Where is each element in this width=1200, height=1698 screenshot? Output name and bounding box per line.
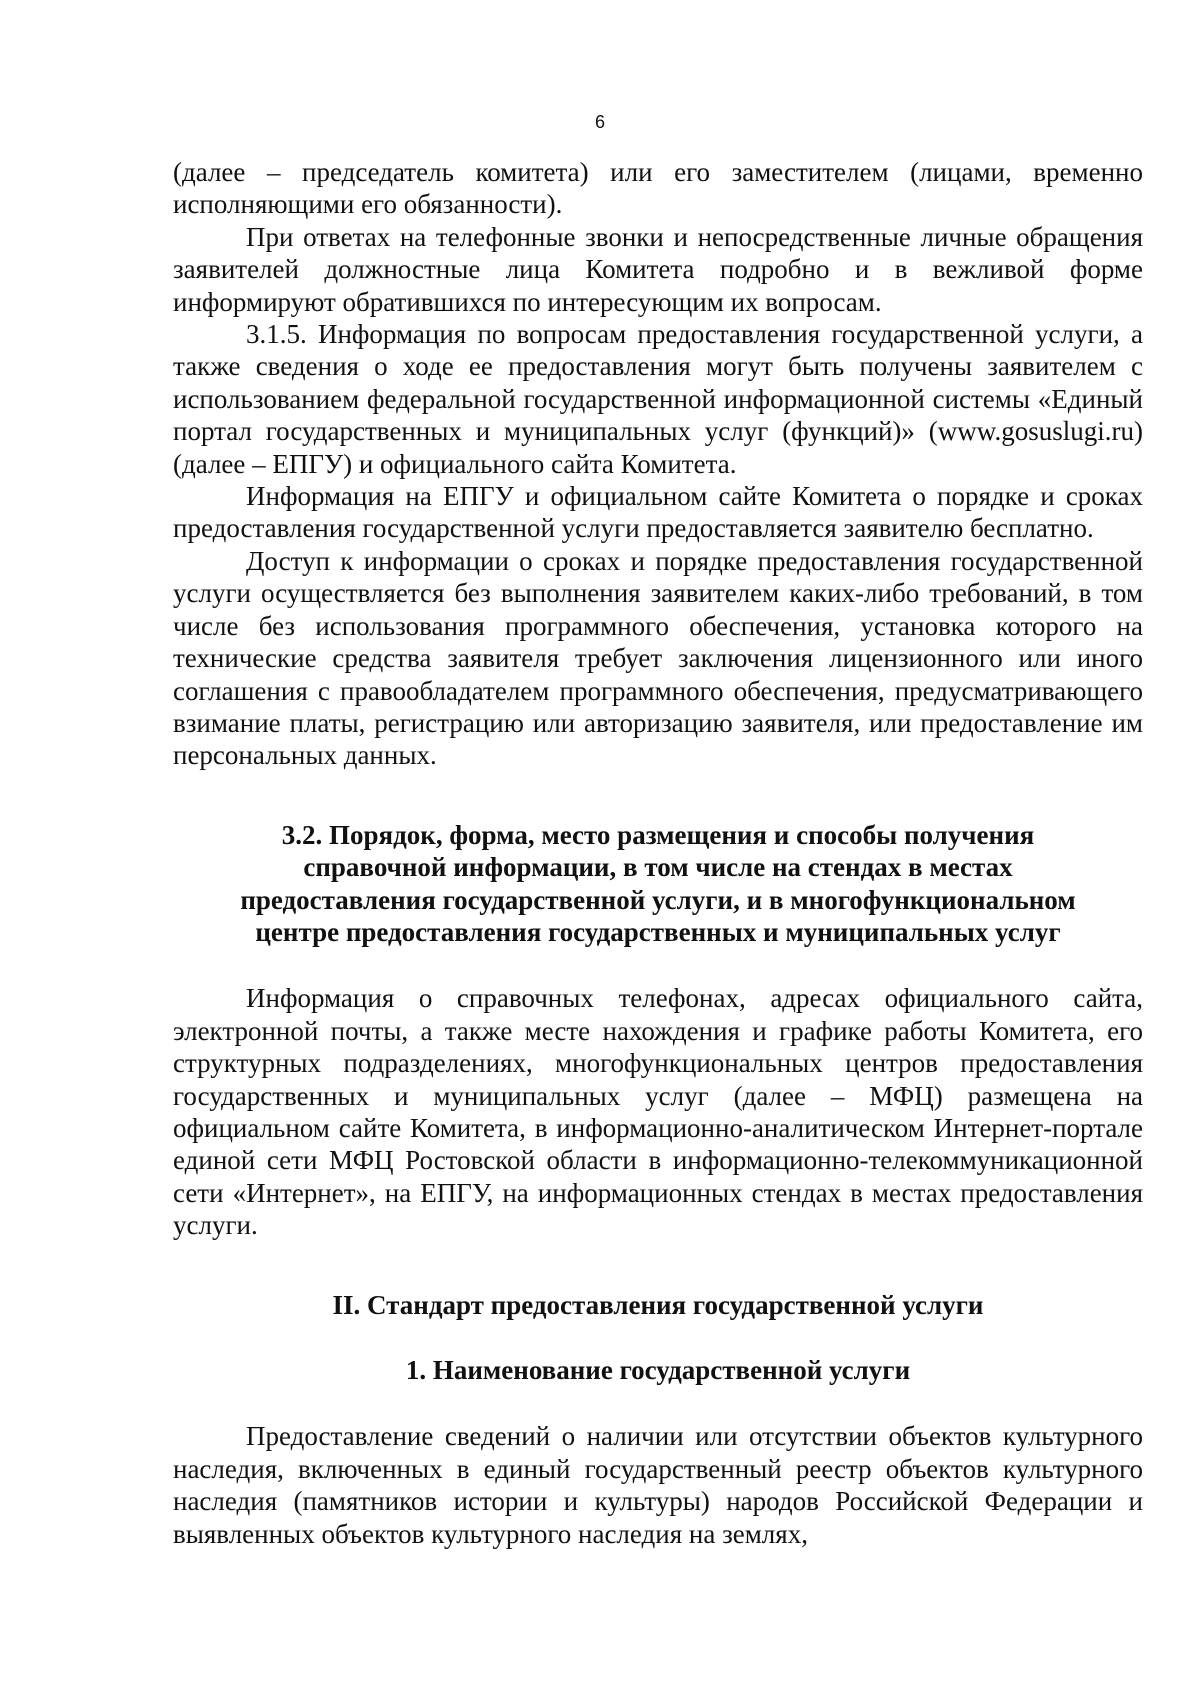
heading-3-2-line-2: справочной информации, в том числе на стендах в местах [303, 852, 1013, 883]
page-number: 6 [594, 112, 605, 132]
heading-section-II: II. Стандарт предоставления государственной услуги [332, 1289, 984, 1320]
paragraph-access-info: Доступ к информации о сроках и порядке предоставления государственной услуги осуществляется без выполнения заявителем каких-либо требований, в том числе без использования программного обеспечения, установка которого на технические средства заявителя требует заключения лицензионного или иного соглашения с правообладателем программного обеспечения, предусматривающего взимание платы, регистрацию или авторизацию заявителя, или предоставление им персональных данных. [173, 545, 1143, 771]
paragraph-reference-info: Информация о справочных телефонах, адресах официального сайта, электронной почты, а также месте нахождения и графике работы Комитета, его структурных подразделениях, многофункциональных центров предоставления государственных и муниципальных услуг (далее – МФЦ) размещена на официальном сайте Комитета, в информационно-аналитическом Интернет-портале единой сети МФЦ Ростовской области в информационно-телекоммуникационной сети «Интернет», на ЕПГУ, на информационных стендах в местах предоставления услуги. [173, 983, 1143, 1241]
paragraph-service-name: Предоставление сведений о наличии или отсутствии объектов культурного наследия, включенных в единый государственный реестр объектов культурного наследия (памятников истории и культуры) народов Российской Федерации и выявленных объектов культурного наследия на землях, [173, 1421, 1143, 1549]
heading-subsection-1: 1. Наименование государственной услуги [405, 1355, 911, 1385]
heading-3-2-line-1: 3.2. Порядок, форма, место размещения и способы получения [281, 819, 1035, 850]
heading-3-2-line-3: предоставления государственной услуги, и в многофункциональном [240, 884, 1076, 915]
paragraph-epgu-free: Информация на ЕПГУ и официальном сайте Комитета о порядке и сроках предоставления государственной услуги предоставляется заявителю бесплатно. [173, 481, 1143, 544]
paragraph-phone-calls: При ответах на телефонные звонки и непосредственные личные обращения заявителей должностные лица Комитета подробно и в вежливой форме информируют обратившихся по интересующим их вопросам. [173, 221, 1143, 317]
paragraph-3-1-5: 3.1.5. Информация по вопросам предоставления государственной услуги, а также сведения о ходе ее предоставления могут быть получены заявителем с использованием федеральной государственной информационной системы «Единый портал государственных и муниципальных услуг (функций)» (www.gosuslugi.ru) (далее – ЕПГУ) и официального сайта Комитета. [173, 319, 1143, 479]
heading-3-2-line-4: центре предоставления государственных и муниципальных услуг [255, 916, 1061, 947]
document-body [173, 156, 1143, 1550]
paragraph-continuation: (далее – председатель комитета) или его заместителем (лицами, временно исполняющими его обязанности). [173, 157, 1143, 220]
heading-section-3-2 [173, 819, 1143, 949]
